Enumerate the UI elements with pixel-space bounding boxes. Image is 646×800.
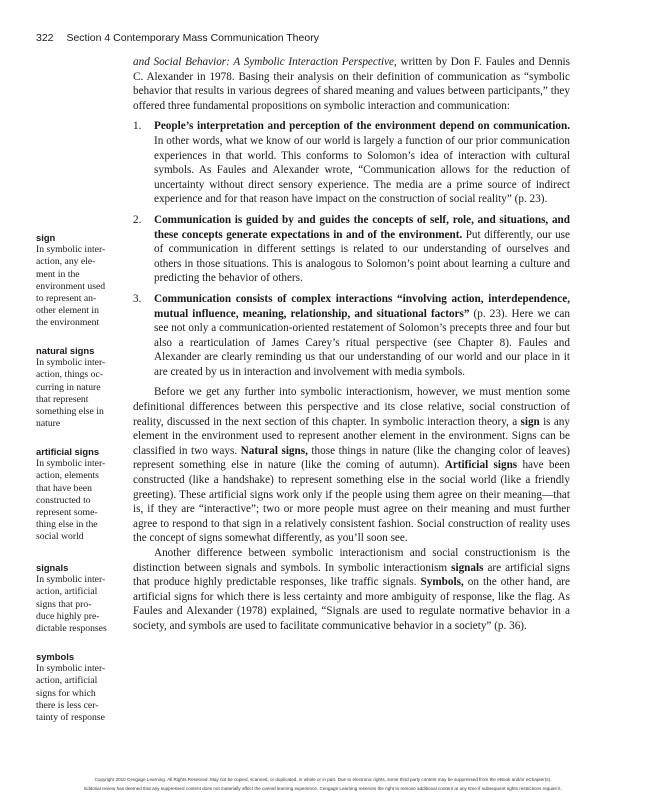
- proposition-text: Put differently, our use of communication in different settings is related to our understanding of ourselves and others in those situations. This is analogous to Solomon’s point about learning a culture and predicting the behavior of others.: [154, 228, 570, 285]
- proposition-number: 3.: [133, 292, 142, 305]
- proposition-number: 2.: [133, 213, 142, 226]
- glossary-line: to represent an-: [36, 293, 97, 305]
- glossary-line: curring in nature: [36, 381, 101, 393]
- text-run: Before we get any further into symbolic interactionism, however, we must mention some definitional differences between this perspective and its close relative, social construction of reality, discussed in the next section of this chapter. In symbolic interaction theory, a: [133, 386, 570, 428]
- glossary-line: environment used: [36, 280, 106, 292]
- glossary-line: action, artificial: [36, 586, 98, 598]
- proposition-item: [133, 213, 570, 286]
- glossary-line: signs for which: [36, 687, 96, 699]
- glossary-entry-artificial-signs: [36, 446, 122, 544]
- text-run: have been constructed (like a handshake) to represent something else in the social world (like a friendly greeting). These artificial signs work only if the people using them agree on their meaning—that is, if they are “interactive”; two or more people must agree on their meaning and must further agree to respond to that sign in a relatively consistent fashion. Social construction of reality uses the concept of signs somewhat differently, as you’ll soon see.: [133, 459, 570, 545]
- glossary-line: constructed to: [36, 494, 91, 506]
- main-text-column: [133, 55, 570, 634]
- proposition-heading: Communication consists of complex interactions “involving action, interdependence, mutual influence, meaning, relationship, and situational factors”: [154, 292, 570, 320]
- glossary-line: In symbolic inter-: [36, 574, 106, 586]
- section-title: Section 4 Contemporary Mass Communication Theory: [66, 32, 319, 44]
- glossary-term: sign: [36, 232, 56, 243]
- glossary-line: In symbolic inter-: [36, 357, 106, 369]
- glossary-term: signals: [36, 562, 69, 573]
- glossary-line: thing else in the: [36, 519, 98, 531]
- running-header: [36, 32, 319, 44]
- glossary-line: other element in: [36, 305, 99, 317]
- intro-paragraph: [133, 55, 570, 113]
- book-title: and Social Behavior: A Symbolic Interaction Perspective,: [133, 56, 397, 68]
- key-term: signals: [451, 561, 484, 574]
- glossary-term: symbols: [36, 651, 75, 662]
- glossary-term: artificial signs: [36, 446, 100, 457]
- key-term: Natural signs,: [240, 444, 308, 457]
- glossary-entry-signals: [36, 562, 122, 635]
- glossary-line: action, elements: [36, 470, 99, 482]
- glossary-entry-symbols: [36, 651, 122, 724]
- glossary-line: action, things oc-: [36, 369, 103, 381]
- text-run: those things in nature (like the changing color of leaves) represent something else in nature (like the coming of autumn).: [133, 444, 570, 472]
- glossary-line: that represent: [36, 393, 89, 405]
- glossary-line: dictable responses: [36, 623, 107, 635]
- proposition-text: In other words, what we know of our world is largely a function of our prior communication experiences in that world. This conforms to Solomon’s idea of interaction with cultural symbols. As Faules and Alexander wrote, “Communication allows for the reduction of uncertainty without direct sensory experience. The media are a prime source of indirect experience and for that reason have impact on the construction of social reality” (p. 23).: [154, 134, 570, 206]
- glossary-line: something else in: [36, 406, 104, 418]
- glossary-line: nature: [36, 418, 61, 430]
- intro-text: written by Don F. Faules and Dennis C. Alexander in 1978. Basing their analysis on their definition of communication as “symbolic behavior that results in various degrees of shared meaning and values between participants,” they offered three fundamental propositions on symbolic interaction and communication:: [133, 56, 570, 112]
- copyright-line-1: Copyright 2010 Cengage Learning. All Rights Reserved. May not be copied, scanned, or duplicated, in whole or in part. Due to electronic rights, some third party content may be suppressed from the eBook and/or eChapter(s).: [94, 777, 552, 782]
- glossary-line: the environment: [36, 317, 100, 329]
- propositions-list: [133, 119, 570, 379]
- glossary-line: tainty of response: [36, 712, 105, 724]
- key-term: Artificial signs: [444, 459, 518, 472]
- glossary-line: signs that pro-: [36, 598, 92, 610]
- key-term: Symbols,: [420, 576, 464, 589]
- glossary-term: natural signs: [36, 345, 95, 356]
- glossary-line: In symbolic inter-: [36, 244, 106, 256]
- glossary-line: there is less cer-: [36, 699, 99, 711]
- glossary-line: duce highly pre-: [36, 610, 100, 622]
- proposition-text: (p. 23). Here we can see not only a communication-oriented restatement of Solomon’s precepts three and four but also a rearticulation of James Carey’s ritual perspective (see Chapter 8). Faules and Alexander are clearly reminding us that our understanding of our world and our place in it are created by us in interaction and involvement with media symbols.: [154, 307, 570, 378]
- body-paragraph-signs: [133, 385, 570, 546]
- glossary-line: action, artificial: [36, 675, 98, 687]
- text-run: on the other hand, are artificial signs for which there is less certainty and more ambiguity of response, like the flag. As Faules and Alexander (1978) explained, “Signals are used to regulate normative behavior in a society, and symbols are used to facilitate communicative behavior in a society” (p. 36).: [133, 576, 570, 632]
- glossary-line: In symbolic inter-: [36, 663, 106, 675]
- proposition-item: [133, 292, 570, 380]
- text-run: Another difference between symbolic interactionism and social constructionism is the distinction between signals and symbols. In symbolic interactionism: [133, 547, 570, 574]
- proposition-heading: People’s interpretation and perception of the environment depend on communication.: [154, 120, 570, 133]
- key-term: sign: [520, 415, 540, 428]
- proposition-heading: Communication is guided by and guides the concepts of self, role, and situations, and these concepts generate expectations in and of the environment.: [154, 213, 570, 241]
- glossary-line: social world: [36, 531, 84, 543]
- glossary-entry-natural-signs: [36, 345, 122, 430]
- body-paragraph-signals: [133, 546, 570, 634]
- proposition-number: 1.: [133, 120, 142, 133]
- proposition-item: [133, 119, 570, 207]
- glossary-line: action, any ele-: [36, 256, 96, 268]
- text-run: are artificial signs that produce highly predictable responses, like traffic signals.: [133, 561, 570, 589]
- glossary-line: represent some-: [36, 507, 98, 519]
- text-run: is any element in the environment used to represent another element in the environment. Signs can be classified in two ways.: [133, 415, 570, 457]
- glossary-line: In symbolic inter-: [36, 458, 106, 470]
- glossary-entry-sign: [36, 232, 122, 330]
- page-number: 322: [36, 32, 54, 44]
- glossary-line: that have been: [36, 482, 92, 494]
- glossary-line: ment in the: [36, 268, 80, 280]
- copyright-line-2: Editorial review has deemed that any suppressed content does not materially affect the overall learning experience. Cengage Learning reserves the right to remove additional content at any time if subsequent rights restrictions require it.: [84, 786, 562, 791]
